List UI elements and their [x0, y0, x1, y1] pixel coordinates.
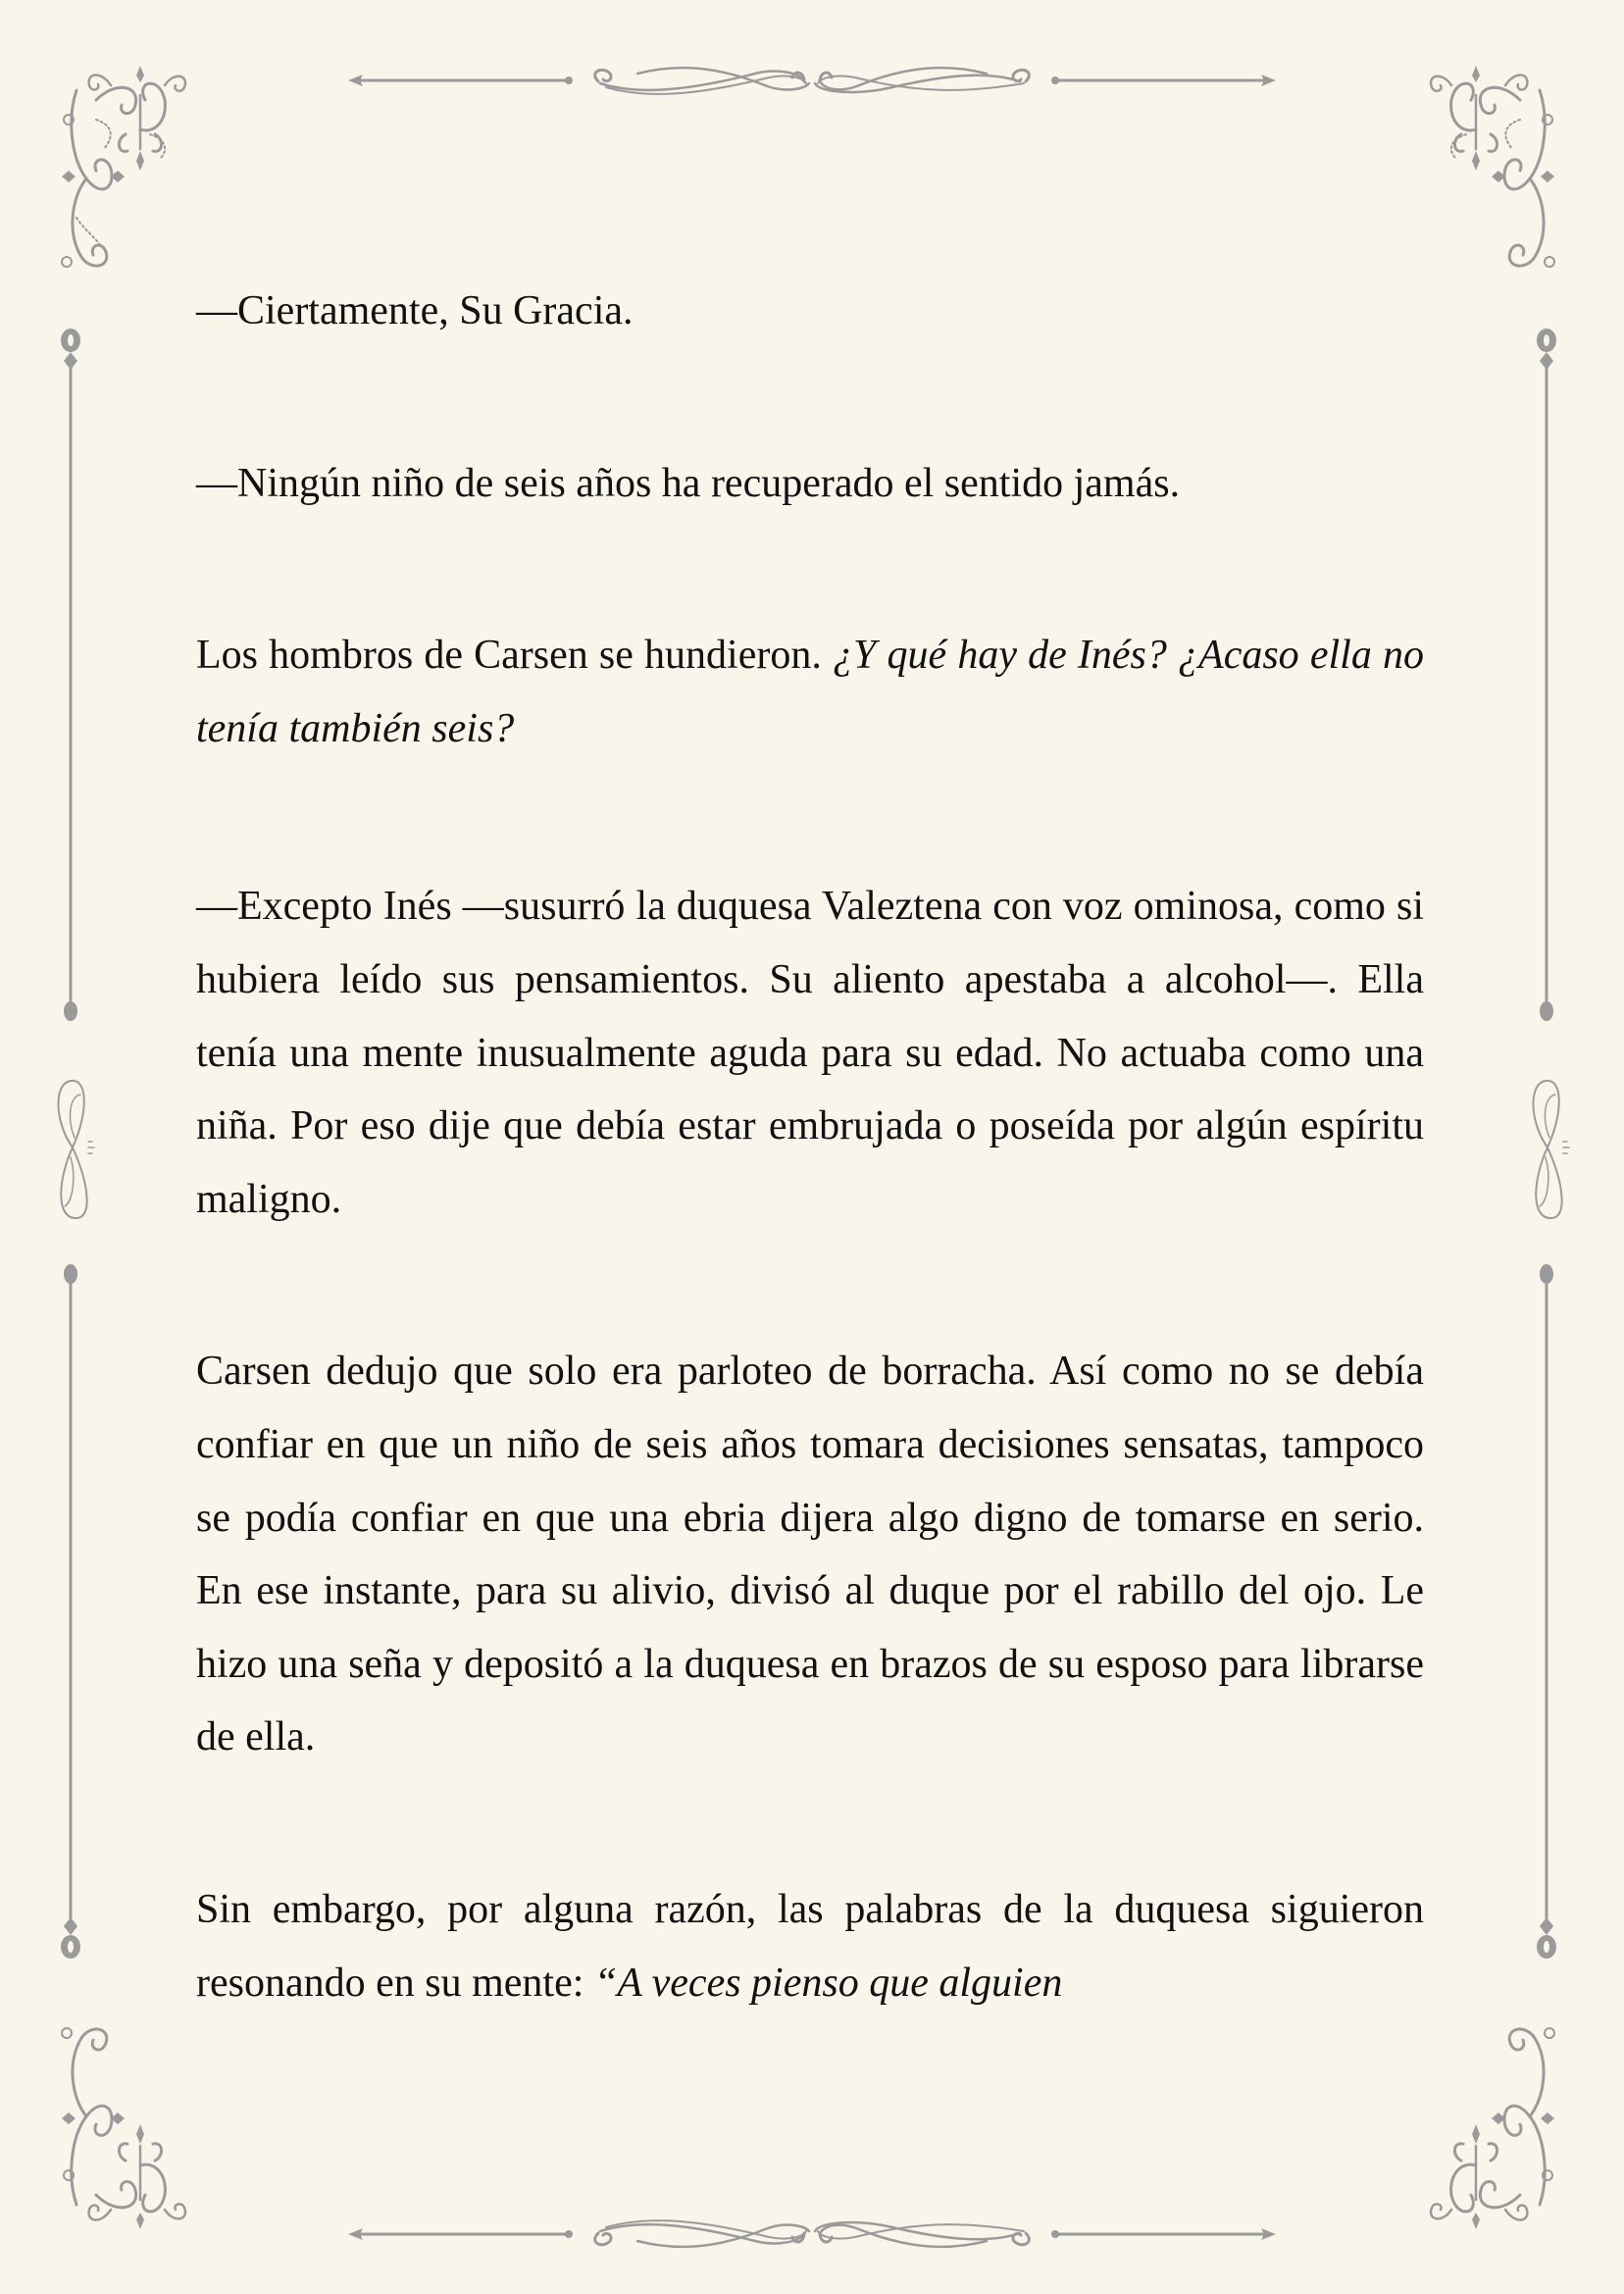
paragraph	[196, 1335, 1424, 1774]
corner-flourish-icon	[57, 2009, 194, 2234]
dialogue-line: —Excepto Inés —susurró la duquesa Valeztena con voz ominosa, como si hubiera leído sus pensamientos. Su aliento apestaba a alcohol—. Ella tenía una mente inusualmente aguda para su edad. No actuaba como una niña. Por eso dije que debía estar embrujada o poseída por algún espíritu maligno.	[196, 884, 1424, 1222]
figure-eight-icon	[45, 1069, 100, 1226]
corner-flourish-icon	[1422, 61, 1559, 286]
vertical-rod-icon	[56, 327, 85, 1025]
paragraph	[196, 447, 1424, 521]
inner-thought-text: ¿Y qué hay de Inés? ¿Acaso ella no tenía también seis?	[196, 633, 1424, 751]
paragraph	[196, 1873, 1424, 2019]
horizontal-flourish-icon	[343, 54, 1281, 108]
paragraph	[196, 619, 1424, 765]
narration-text: Los hombros de Carsen se hundieron.	[196, 633, 833, 679]
vertical-rod-icon	[56, 1262, 85, 1961]
narration-text: Sin embargo, por alguna razón, las palabras de la duquesa siguieron resonando en su mente:	[196, 1886, 1424, 2006]
corner-flourish-icon	[57, 61, 194, 286]
narration-text: Carsen dedujo que solo era parloteo de borracha. Así como no se debía confiar en que un niño de seis años tomara decisiones sensatas, tampoco se podía confiar en que una ebria dijera algo digno de tomarse en serio. En ese instante, para su alivio, divisó al duque por el rabillo del ojo. Le hizo una seña y depositó a la duquesa en brazos de su esposo para librarse de ella.	[196, 1349, 1424, 1760]
dialogue-line: —Ciertamente, Su Gracia.	[196, 288, 634, 333]
dialogue-line: —Ningún niño de seis años ha recuperado el sentido jamás.	[196, 460, 1181, 506]
vertical-rod-icon	[1532, 1262, 1561, 1961]
paragraph	[196, 275, 1424, 348]
corner-flourish-icon	[1422, 2009, 1559, 2234]
vertical-rod-icon	[1532, 327, 1561, 1025]
horizontal-flourish-icon	[343, 2207, 1281, 2261]
quoted-memory-text: “A veces pienso que alguien	[593, 1960, 1063, 2006]
paragraph	[196, 870, 1424, 1236]
page-body-text	[196, 275, 1424, 2118]
figure-eight-icon	[1520, 1069, 1575, 1226]
